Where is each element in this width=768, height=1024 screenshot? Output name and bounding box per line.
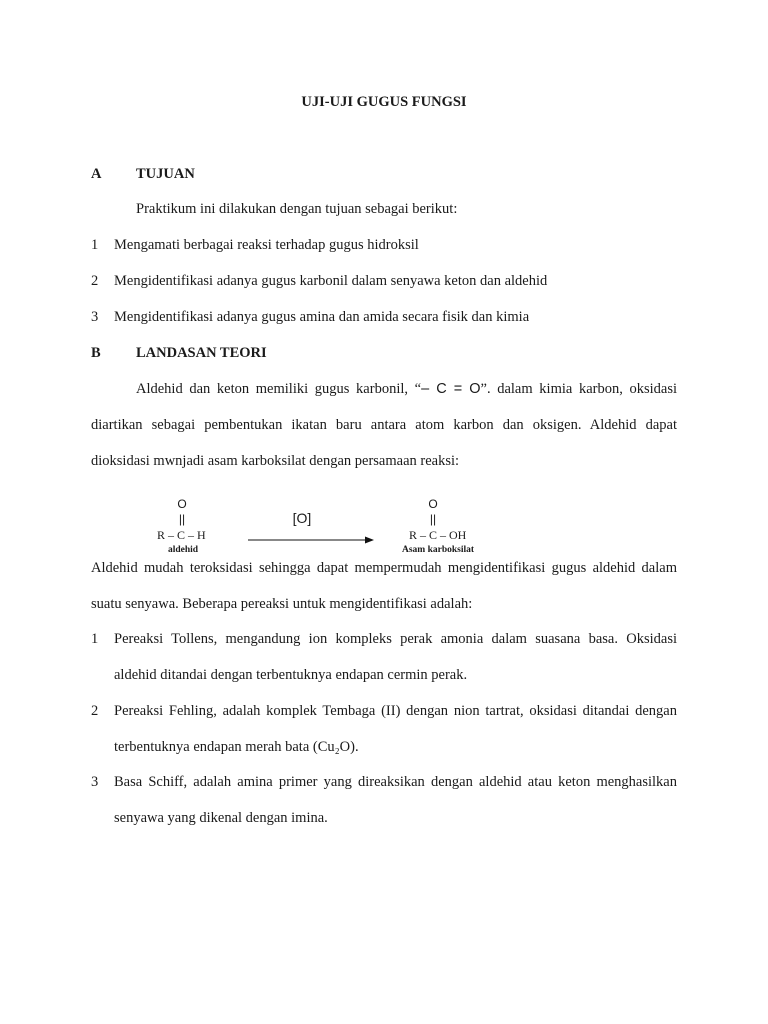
section-a-intro: Praktikum ini dilakukan dengan tujuan sebagai berikut: [136, 201, 458, 217]
left-double-bond: || [178, 512, 186, 526]
list-item-number: 1 [91, 237, 99, 253]
list-item: Mengamati berbagai reaksi terhadap gugus hidroksil [114, 237, 419, 253]
section-a-letter: A [91, 166, 102, 182]
section-a-heading: TUJUAN [136, 166, 195, 182]
section-b-heading: LANDASAN TEORI [136, 345, 267, 361]
list-item-number: 2 [91, 703, 99, 719]
page-title: UJI-UJI GUGUS FUNGSI [301, 94, 467, 110]
carbonyl-formula: – C = O [421, 381, 481, 397]
list-item-number: 3 [91, 774, 99, 790]
list-item-number: 1 [91, 631, 99, 647]
paragraph-line [136, 381, 677, 398]
section-b-letter: B [91, 345, 101, 361]
aldehyde-label: aldehid [167, 545, 199, 555]
list-item: Basa Schiff, adalah amina primer yang direaksikan dengan aldehid atau keton menghasilkan [114, 774, 677, 790]
paragraph-text: ”. dalam kimia karbon, oksidasi [480, 381, 678, 397]
list-item-number: 2 [91, 273, 99, 289]
left-oxygen: O [177, 497, 187, 511]
list-item: Pereaksi Fehling, adalah komplek Tembaga (II) dengan nion tartrat, oksidasi ditandai dengan [114, 703, 677, 719]
reaction-arrow-icon [246, 534, 376, 546]
paragraph-line: dioksidasi mwnjadi asam karboksilat dengan persamaan reaksi: [91, 453, 460, 469]
list-item-continuation: terbentuknya endapan merah bata (Cu₂O). [114, 739, 359, 755]
paragraph-line: diartikan sebagai pembentukan ikatan baru antara atom karbon dan oksigen. Aldehid dapat [91, 417, 677, 433]
list-item-continuation: senyawa yang dikenal dengan imina. [114, 810, 328, 826]
carboxylic-acid-label: Asam karboksilat [401, 545, 475, 555]
right-oxygen: O [428, 497, 438, 511]
paragraph-line: suatu senyawa. Beberapa pereaksi untuk mengidentifikasi adalah: [91, 596, 473, 612]
list-item-continuation: aldehid ditandai dengan terbentuknya endapan cermin perak. [114, 667, 468, 683]
list-item-number: 3 [91, 309, 99, 325]
list-item: Mengidentifikasi adanya gugus amina dan amida secara fisik dan kimia [114, 309, 530, 325]
right-double-bond: || [429, 512, 437, 526]
aldehyde-formula: R – C – H [157, 528, 206, 542]
paragraph-text: Aldehid dan keton memiliki gugus karbonil, “ [136, 381, 422, 397]
paragraph-line: Aldehid mudah teroksidasi sehingga dapat mempermudah mengidentifikasi gugus aldehid dalam [91, 560, 677, 576]
list-item: Mengidentifikasi adanya gugus karbonil dalam senyawa keton dan aldehid [114, 273, 548, 289]
carboxylic-acid-formula: R – C – OH [409, 528, 467, 542]
list-item: Pereaksi Tollens, mengandung ion kompleks perak amonia dalam suasana basa. Oksidasi [114, 631, 677, 647]
oxidation-reagent: [O] [292, 510, 312, 526]
